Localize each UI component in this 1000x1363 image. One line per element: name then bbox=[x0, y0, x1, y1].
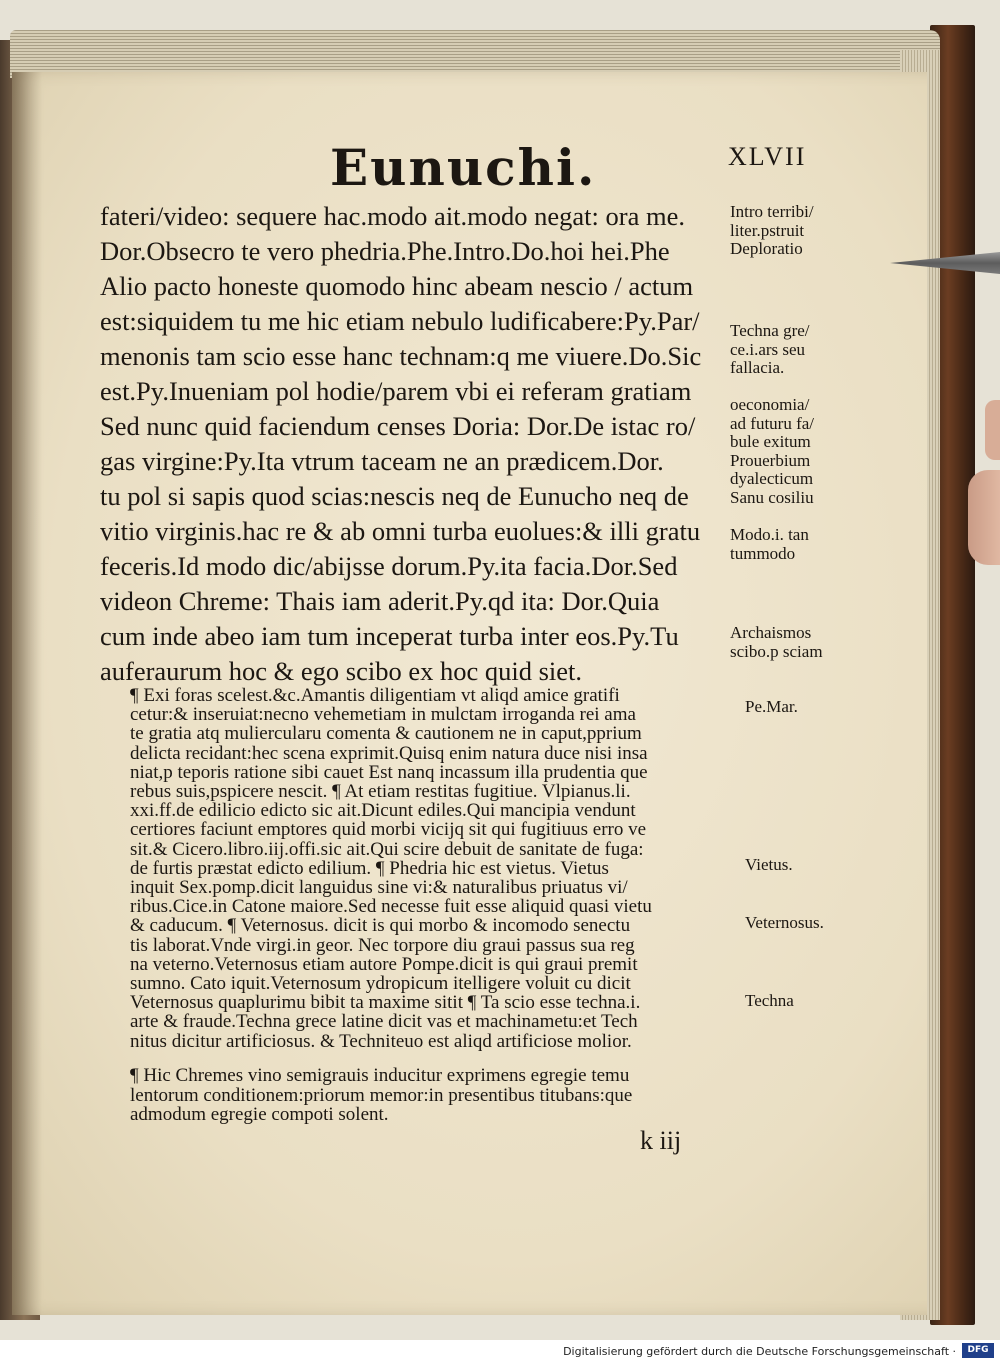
commentary-line: delicta recidant:hec scena exprimit.Quisq enim natura duce nisi insa bbox=[130, 742, 648, 764]
footer-credit: Digitalisierung gefördert durch die Deutsche Forschungsgemeinschaft · bbox=[563, 1345, 956, 1358]
commentary-line: sit.& Cicero.libro.iij.offi.sic ait.Qui scire debuit de sanitate de fuga: bbox=[130, 838, 644, 860]
closing-line: lentorum conditionem:priorum memor:in presentibus titubans:que bbox=[130, 1084, 633, 1106]
main-text-line: est.Py.Inueniam pol hodie/parem vbi ei referam gratiam bbox=[100, 376, 692, 406]
commentary-line: certiores faciunt emptores quid morbi vicijq sit qui fugitiuus erro ve bbox=[130, 819, 647, 841]
main-text-line: Dor.Obsecro te vero phedria.Phe.Intro.Do.hoi hei.Phe bbox=[100, 236, 670, 266]
commentary-line: xxi.ff.de edilicio edicto sic ait.Dicunt ediles.Qui mancipia vendunt bbox=[130, 800, 636, 822]
main-text-line: menonis tam scio esse hanc technam:q me viuere.Do.Sic bbox=[100, 341, 702, 371]
commentary-line: niat,p teporis ratione sibi cauet Est nanq incassum illa prudentia que bbox=[130, 761, 648, 783]
commentary-line: te gratia atq muliercularu comenta & cautionem ne in caput,pprium bbox=[130, 723, 642, 745]
marginal-note: Intro terribi/ bbox=[730, 202, 814, 221]
main-text-line: est:siquidem tu me hic etiam nebulo ludificabere:Py.Par/ bbox=[100, 306, 700, 336]
marginal-note: Pe.Mar. bbox=[745, 697, 798, 716]
main-text-line: Alio pacto honeste quomodo hinc abeam nescio / actum bbox=[100, 271, 694, 301]
commentary-line: nitus dicitur artificiosus. & Techniteuo est aliqd artificiose molior. bbox=[130, 1030, 632, 1052]
commentary-line: arte & fraude.Techna grece latine dicit vas et machinametu:et Tech bbox=[130, 1011, 638, 1033]
folio-number: XLVII bbox=[728, 142, 807, 171]
commentary-line: & caducum. ¶ Veternosus. dicit is qui morbo & incomodo senectu bbox=[130, 915, 631, 937]
marginal-note: Deploratio bbox=[730, 239, 803, 258]
thumb bbox=[968, 470, 1000, 565]
marginal-note: oeconomia/ bbox=[730, 395, 810, 414]
main-text-line: Sed nunc quid faciendum censes Doria: Dor.De istac ro/ bbox=[100, 411, 696, 441]
closing-line: ¶ Hic Chremes vino semigrauis inducitur exprimens egregie temu bbox=[130, 1065, 630, 1086]
marginal-note: Sanu cosiliu bbox=[730, 487, 814, 507]
marginal-note: ad futuru fa/ bbox=[730, 413, 815, 433]
commentary-line: Veternosus quaplurimu bibit ta maxime sitit ¶ Ta scio esse techna.i. bbox=[130, 992, 641, 1014]
finger bbox=[985, 400, 1000, 460]
commentary-line: inquit Sex.pomp.dicit languidus sine vi:& naturalibus priuatus vi/ bbox=[130, 877, 628, 898]
marginal-note: Techna gre/ bbox=[730, 321, 810, 340]
dfg-logo: DFG bbox=[962, 1343, 994, 1358]
main-text-line: fateri/video: sequere hac.modo ait.modo negat: ora me. bbox=[100, 201, 685, 231]
commentary-line: de furtis præstat edicto edilium. ¶ Phedria hic est vietus. Vietus bbox=[130, 857, 609, 879]
commentary-line: na veterno.Veternosus etiam autore Pompe.dicit is qui graui premit bbox=[130, 953, 638, 975]
marginal-note: Vietus. bbox=[745, 855, 793, 874]
commentary-line: sumno. Cato iquit.Veternosum ydropicum itelligere voluit cu dicit bbox=[130, 973, 631, 994]
marginal-note: Prouerbium bbox=[730, 450, 811, 470]
commentary-line: ribus.Cice.in Catone maiore.Sed necesse fuit esse aliquid quasi vietu bbox=[130, 896, 652, 918]
marginal-note: Archaismos bbox=[730, 623, 812, 642]
main-text-line: feceris.Id modo dic/abijsse dorum.Py.ita facia.Dor.Sed bbox=[100, 551, 678, 581]
main-text-line: gas virgine:Py.Ita vtrum taceam ne an prædicem.Dor. bbox=[100, 446, 664, 476]
main-text-line: tu pol si sapis quod scias:nescis neq de Eunucho neq de bbox=[100, 481, 689, 511]
marginal-note: Techna bbox=[745, 991, 794, 1010]
commentary-line: tis laborat.Vnde virgi.in geor. Nec torpore diu graui passus sua reg bbox=[130, 934, 635, 956]
main-text-line: videon Chreme: Thais iam aderit.Py.qd ita: Dor.Quia bbox=[100, 586, 660, 616]
marginal-note: dyalecticum bbox=[730, 469, 814, 488]
commentary-line: rebus suis,pspicere nescit. ¶ At etiam restitas fugitiue. Vlpianus.li. bbox=[130, 781, 631, 802]
main-text-line: auferaurum hoc & ego scibo ex hoc quid siet. bbox=[100, 656, 583, 686]
gutter-shadow bbox=[12, 72, 42, 1315]
running-title: Eunuchi. bbox=[330, 138, 597, 197]
closing-line: admodum egregie compoti solent. bbox=[130, 1104, 389, 1125]
marginal-note: tummodo bbox=[730, 543, 796, 563]
marginal-note: Veternosus. bbox=[745, 913, 824, 932]
marginal-note: liter.pstruit bbox=[730, 220, 805, 240]
marginal-note: bule exitum bbox=[730, 432, 811, 451]
marginal-note: fallacia. bbox=[730, 358, 785, 377]
marginal-note: ce.i.ars seu bbox=[730, 339, 806, 359]
commentary-line: cetur:& inseruiat:necno vehemetiam in mulctam irroganda rei ama bbox=[130, 704, 636, 726]
marginal-note: scibo.p sciam bbox=[730, 641, 823, 661]
commentary-line: ¶ Exi foras scelest.&c.Amantis diligentiam vt aliqd amice gratifi bbox=[130, 685, 620, 706]
main-text-line: vitio virginis.hac re & ab omni turba euolues:& illi gratu bbox=[100, 516, 701, 546]
page-stack-top bbox=[10, 30, 940, 78]
signature-mark: k iij bbox=[640, 1126, 682, 1155]
main-text-line: cum inde abeo iam tum inceperat turba inter eos.Py.Tu bbox=[100, 621, 679, 651]
marginal-note: Modo.i. tan bbox=[730, 525, 809, 544]
